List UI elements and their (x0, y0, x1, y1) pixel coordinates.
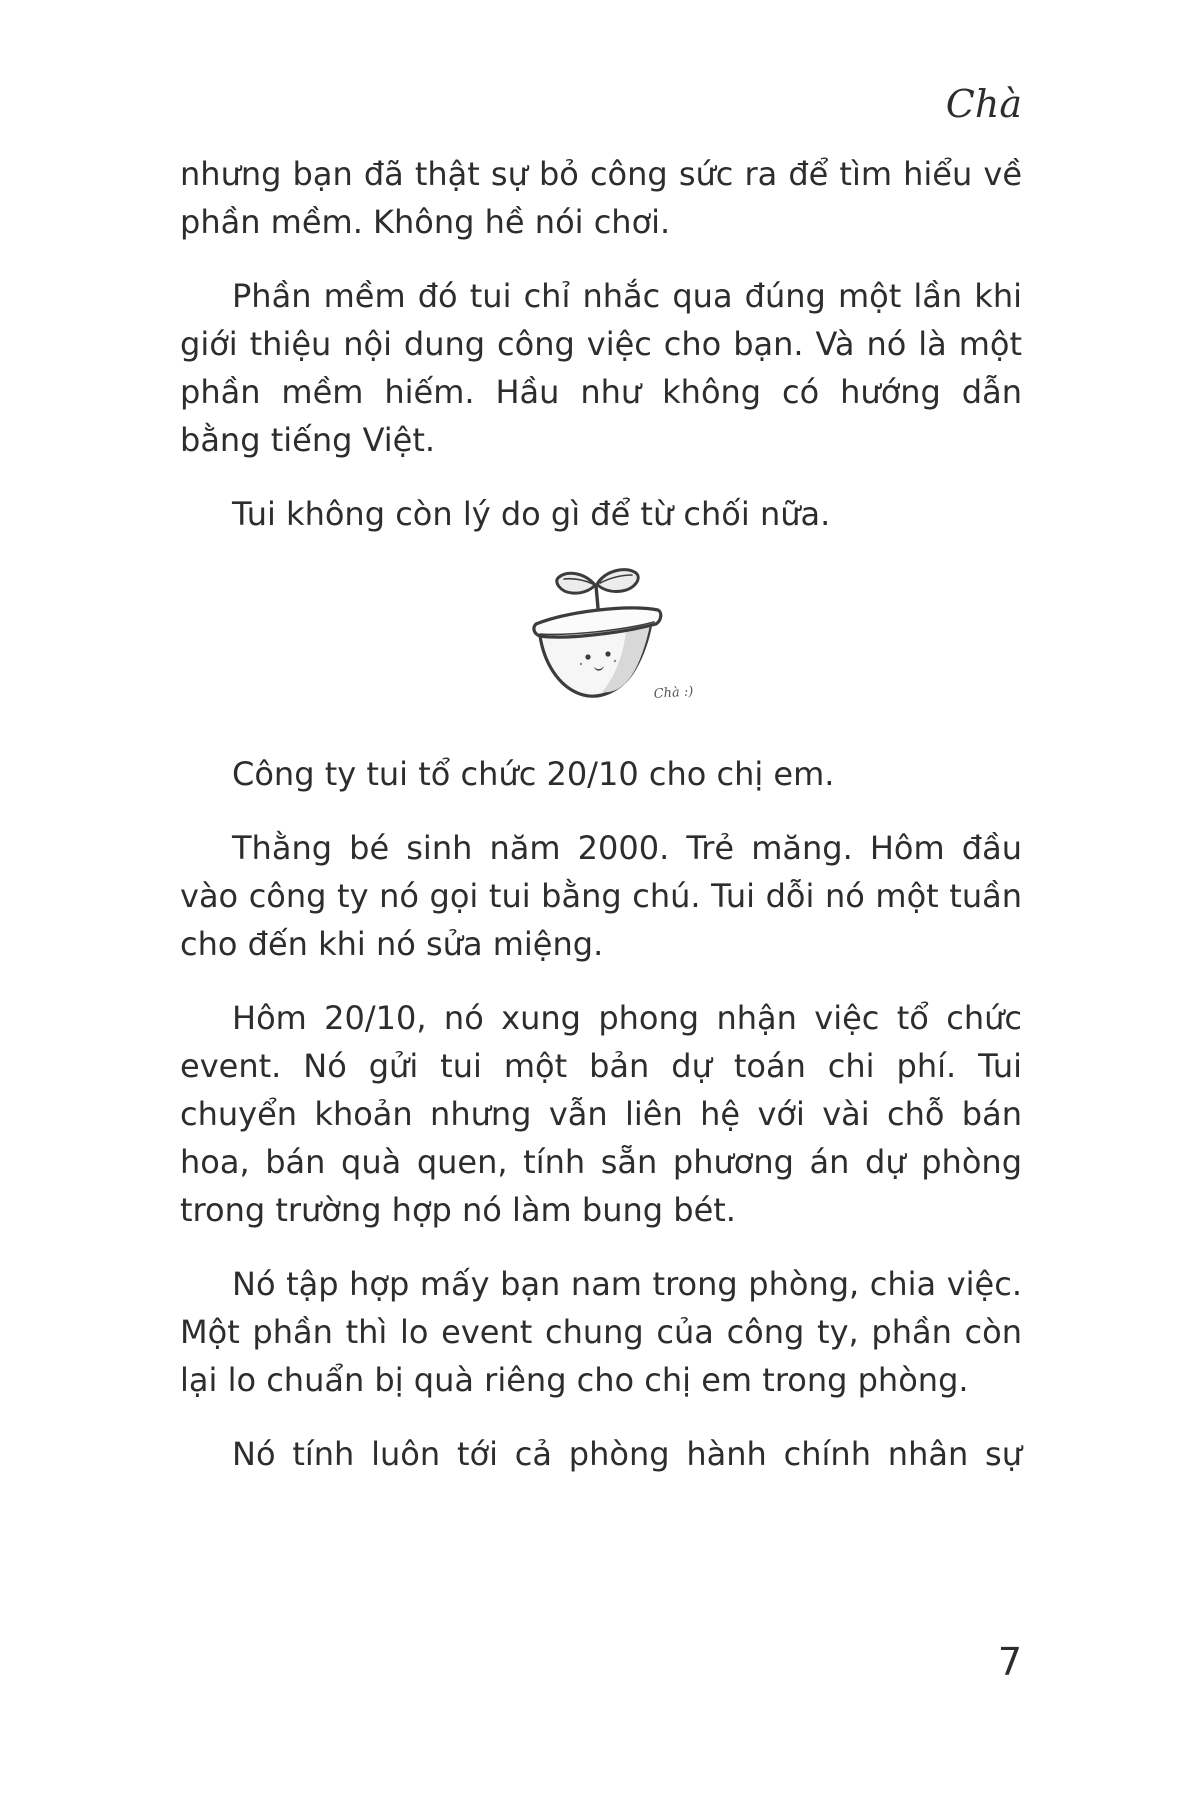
face-eye-left (585, 654, 590, 659)
paragraph: Công ty tui tổ chức 20/10 cho chị em. (232, 755, 835, 793)
running-header: Chà (945, 82, 1022, 126)
page-number: 7 (997, 1640, 1022, 1684)
face-blush-left (580, 663, 582, 665)
body-text-block (180, 150, 1022, 1504)
sprout-leaf-right (597, 570, 638, 592)
paragraph: Phần mềm đó tui chỉ nhắc qua đúng một lần khi giới thiệu nội dung công việc cho bạn. Và nó là một phần mềm hiếm. Hầu như không có hướng dẫn bằng tiếng Việt. (180, 277, 1022, 459)
face-eye-right (605, 651, 610, 656)
paragraph: Hôm 20/10, nó xung phong nhận việc tổ chức event. Nó gửi tui một bản dự toán chi phí. Tui chuyển khoản nhưng vẫn liên hệ với vài chỗ bán hoa, bán quà quen, tính sẵn phương án dự phòng trong trường hợp nó làm bung bét. (180, 999, 1022, 1229)
flower-pot-illustration (496, 566, 706, 716)
paragraph: Tui không còn lý do gì để từ chối nữa. (232, 495, 831, 533)
paragraph: Thằng bé sinh năm 2000. Trẻ măng. Hôm đầu vào công ty nó gọi tui bằng chú. Tui dỗi nó một tuần cho đến khi nó sửa miệng. (180, 829, 1022, 963)
paragraph: Nó tập hợp mấy bạn nam trong phòng, chia việc. Một phần thì lo event chung của công ty, phần còn lại lo chuẩn bị quà riêng cho chị em trong phòng. (180, 1265, 1022, 1399)
paragraph: nhưng bạn đã thật sự bỏ công sức ra để tìm hiểu về phần mềm. Không hề nói chơi. (180, 155, 1022, 241)
artist-signature: Chà :) (653, 684, 694, 702)
face-blush-right (614, 660, 616, 662)
section-divider (180, 566, 1022, 716)
paragraph: Nó tính luôn tới cả phòng hành chính nhân sự (232, 1435, 1022, 1473)
